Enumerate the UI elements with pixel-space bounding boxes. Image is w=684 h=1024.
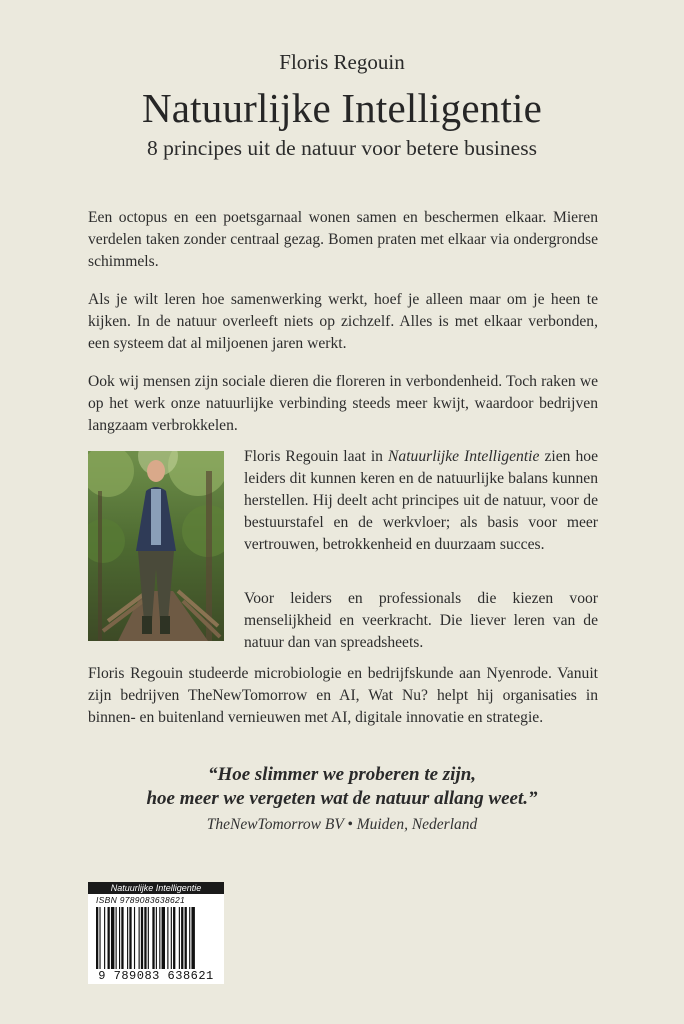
barcode-bar [144, 907, 146, 969]
barcode-bar [167, 907, 168, 969]
barcode-bar [148, 907, 149, 969]
barcode-bar [111, 907, 114, 969]
blurb-paragraph-4: Floris Regouin laat in Natuurlijke Intelligentie zien hoe leiders dit kunnen keren en de natuurlijke balans kunnen herstellen. Hij deelt acht principes uit de natuur, voor de bestuurstafel en de werkvloer; als basis voor meer vertrouwen, betrokkenheid en duurzaam succes. [244, 448, 598, 553]
blurb-paragraph-5: Voor leiders en professionals die kiezen voor menselijkheid en veerkracht. Die liever leren van de natuur dan van spreadsheets. [244, 590, 598, 651]
barcode-digits: 9 789083 638621 [98, 969, 214, 983]
author-bio-paragraph: Floris Regouin studeerde microbiologie en bedrijfskunde aan Nyenrode. Vanuit zijn bedrijven TheNewTomorrow en AI, Wat Nu? helpt hij organisaties in binnen- en buitenland vernieuwen met AI, digitale innovatie en strategie. [88, 665, 598, 726]
barcode-bar [156, 907, 157, 969]
barcode-isbn-label: ISBN 9789083638621 [96, 895, 186, 905]
barcode-title: Natuurlijke Intelligentie [88, 882, 224, 894]
barcode-bar [191, 907, 194, 969]
publisher-line: TheNewTomorrow BV • Muiden, Nederland [206, 816, 478, 833]
featured-quote [0, 763, 684, 811]
barcode-bar [159, 907, 160, 969]
barcode-bar [104, 907, 105, 969]
barcode-bar [119, 907, 120, 969]
barcode-bar [171, 907, 172, 969]
barcode-bar [185, 907, 187, 969]
barcode-bar [189, 907, 190, 969]
blurb-paragraph-1: Een octopus en een poetsgarnaal wonen samen en beschermen elkaar. Mieren verdelen taken zonder centraal gezag. Bomen praten met elkaar via ondergrondse schimmels. [88, 209, 598, 270]
book-subtitle: 8 principes uit de natuur voor betere business [147, 136, 537, 160]
barcode-bar [173, 907, 175, 969]
barcode-bar [116, 907, 117, 969]
barcode-bar [99, 907, 100, 969]
barcode-bar [141, 907, 143, 969]
isbn-barcode [88, 882, 224, 984]
barcode-bar [129, 907, 131, 969]
barcode-bars [88, 907, 224, 971]
quote-line-2: hoe meer we vergeten wat de natuur allang weet.” [146, 788, 538, 809]
author-name: Floris Regouin [279, 50, 405, 74]
barcode-bar [127, 907, 128, 969]
barcode-bar [139, 907, 140, 969]
barcode-bar [162, 907, 165, 969]
author-photo [88, 451, 224, 641]
barcode-bar [152, 907, 154, 969]
blurb-paragraph-3: Ook wij mensen zijn sociale dieren die floreren in verbondenheid. Toch raken we op het werk onze natuurlijke verbinding steeds meer kwijt, waardoor bedrijven langzaam verbrokkelen. [88, 373, 598, 434]
barcode-bar [121, 907, 123, 969]
barcode-bar [179, 907, 180, 969]
book-title: Natuurlijke Intelligentie [141, 85, 543, 131]
barcode-bar [134, 907, 135, 969]
barcode-bar [96, 907, 98, 969]
quote-line-1: “Hoe slimmer we proberen te zijn, [207, 764, 477, 785]
barcode-bar [181, 907, 183, 969]
blurb-paragraph-2: Als je wilt leren hoe samenwerking werkt, hoef je alleen maar om je heen te kijken. In de natuur overleeft niets op zichzelf. Alles is met elkaar verbonden, een systeem dat al miljoenen jaren werkt. [88, 291, 598, 352]
barcode-bar [108, 907, 110, 969]
